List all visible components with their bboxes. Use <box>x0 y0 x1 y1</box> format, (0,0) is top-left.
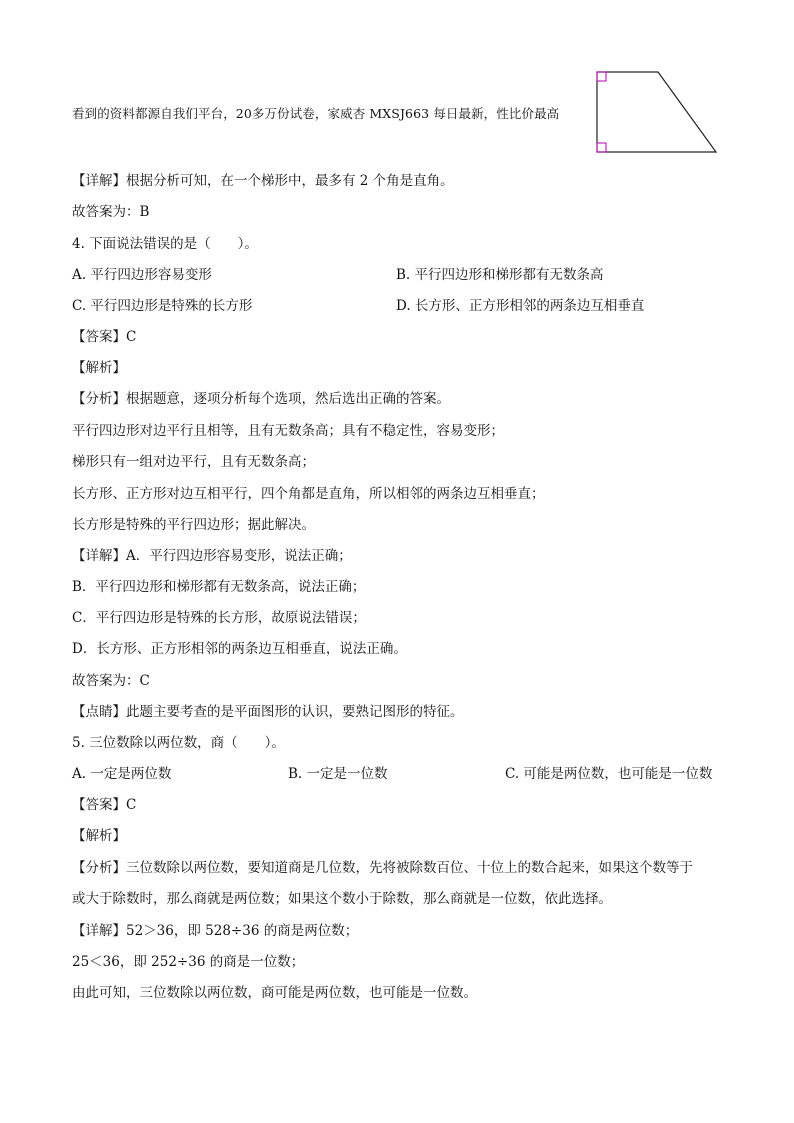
q4-option-c: C. 平行四边形是特殊的长方形 <box>72 298 253 314</box>
q5-conclusion: 由此可知，三位数除以两位数，商可能是两位数，也可能是一位数。 <box>72 985 477 1001</box>
q4-detail-c: C．平行四边形是特殊的长方形，故原说法错误； <box>72 610 366 626</box>
q3-final-answer: 故答案为：B <box>72 204 150 220</box>
q4-point-2: 梯形只有一组对边平行，且有无数条高； <box>72 454 315 470</box>
q5-detail-1: 【详解】52＞36，即 528÷36 的商是两位数； <box>72 923 359 939</box>
q4-point-1: 平行四边形对边平行且相等，且有无数条高；具有不稳定性，容易变形； <box>72 423 504 439</box>
q4-analysis-label: 【解析】 <box>72 360 126 376</box>
q5-option-b: B. 一定是一位数 <box>288 766 388 782</box>
q4-analysis: 【分析】根据题意，逐项分析每个选项，然后选出正确的答案。 <box>72 391 450 407</box>
q4-comment: 【点睛】此题主要考查的是平面图形的认识，要熟记图形的特征。 <box>72 704 464 720</box>
watermark-text: 看到的资料都源自我们平台，20多万份试卷，家威杏 MXSJ663 每日最新，性比价最高 <box>72 106 560 121</box>
q4-detail-d: D．长方形、正方形相邻的两条边互相垂直，说法正确。 <box>72 641 407 657</box>
trapezoid-outline <box>597 72 716 152</box>
q4-option-d: D. 长方形、正方形相邻的两条边互相垂直 <box>396 298 645 314</box>
q4-answer: 【答案】C <box>72 329 137 345</box>
q4-detail-a: 【详解】A．平行四边形容易变形，说法正确； <box>72 548 352 564</box>
q5-option-a: A. 一定是两位数 <box>72 766 172 782</box>
q4-stem: 4. 下面说法错误的是（ ）。 <box>72 236 258 252</box>
q4-point-3: 长方形、正方形对边互相平行，四个角都是直角，所以相邻的两条边互相垂直； <box>72 486 545 502</box>
q3-detail: 【详解】根据分析可知，在一个梯形中，最多有 2 个角是直角。 <box>72 173 454 189</box>
q5-answer: 【答案】C <box>72 797 137 813</box>
q5-analysis-line-2: 或大于除数时，那么商就是两位数；如果这个数小于除数，那么商就是一位数，依此选择。 <box>72 891 612 907</box>
q5-analysis-line-1: 【分析】三位数除以两位数，要知道商是几位数，先将被除数百位、十位上的数合起来，如果这个数等于 <box>72 860 693 876</box>
q4-point-4: 长方形是特殊的平行四边形；据此解决。 <box>72 517 315 533</box>
q5-detail-2: 25＜36，即 252÷36 的商是一位数； <box>72 954 305 970</box>
q4-final-answer: 故答案为：C <box>72 673 150 689</box>
right-angle-marker-bottom <box>597 143 606 152</box>
q4-option-a: A. 平行四边形容易变形 <box>72 267 212 283</box>
right-trapezoid-figure <box>594 70 720 156</box>
q4-option-b: B. 平行四边形和梯形都有无数条高 <box>396 267 604 283</box>
q4-detail-b: B．平行四边形和梯形都有无数条高，说法正确； <box>72 579 366 595</box>
q5-analysis-label: 【解析】 <box>72 828 126 844</box>
q5-stem: 5. 三位数除以两位数，商（ ）。 <box>72 735 285 751</box>
right-angle-marker-top <box>597 72 606 81</box>
q5-option-c: C. 可能是两位数，也可能是一位数 <box>505 766 713 782</box>
